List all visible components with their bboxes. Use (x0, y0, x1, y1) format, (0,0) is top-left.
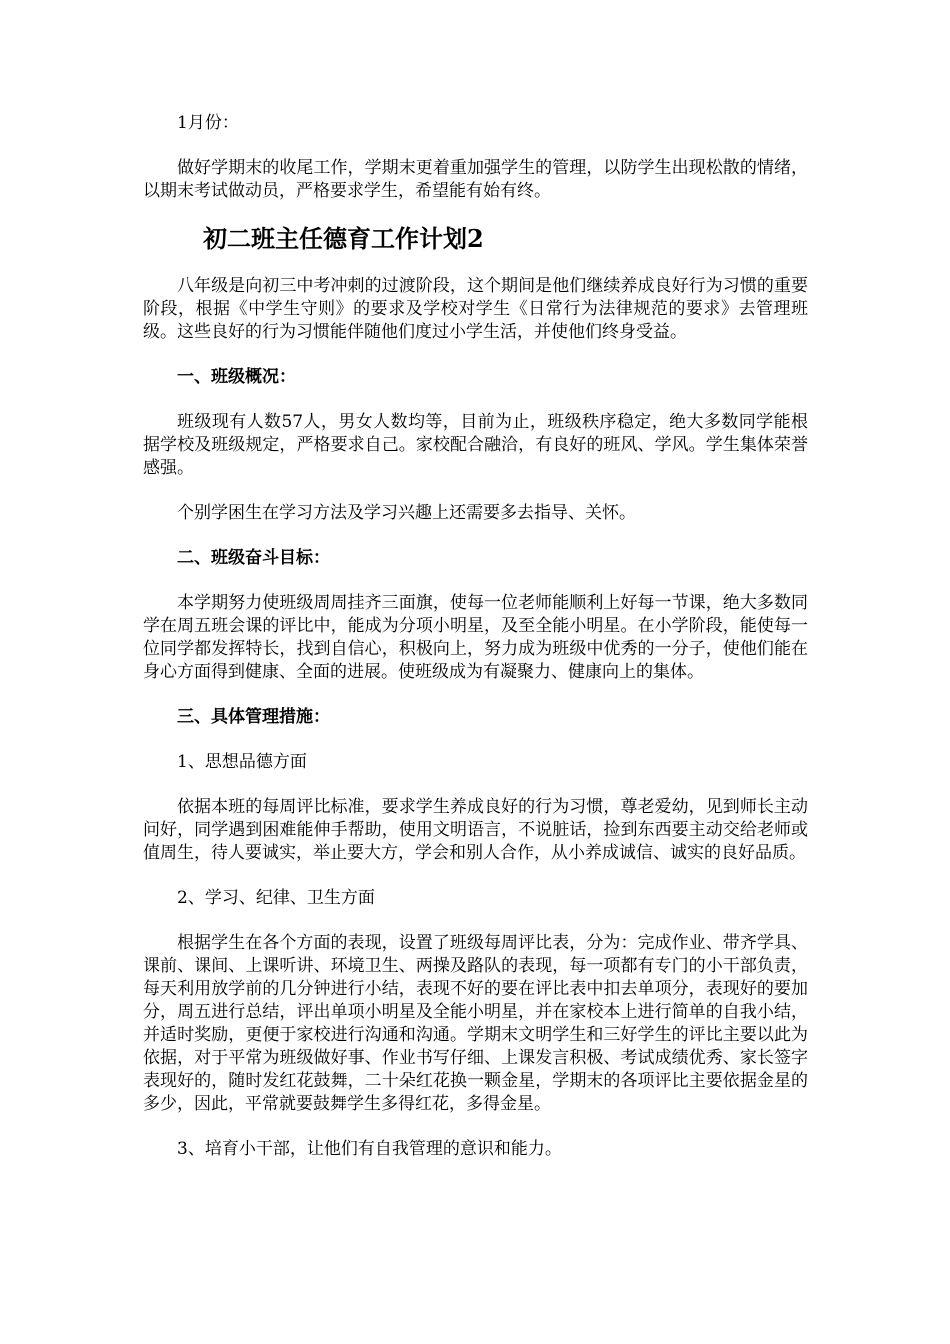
document-body (143, 112, 808, 1161)
subheading-moral: 1、思想品德方面 (177, 752, 307, 772)
section-heading-overview: 一、班级概况： (177, 367, 296, 387)
subheading-cadres: 3、培育小干部，让他们有自我管理的意识和能力。 (177, 1139, 562, 1159)
moral-paragraph: 依据本班的每周评比标准，要求学生养成良好的行为习惯，尊老爱幼，见到师长主动问好，同学遇到困难能伸手帮助，使用文明语言，不说脏话，捡到东西要主动交给老师或值周生，待人要诚实，举止要大方，学会和别人合作，从小养成诚信、诚实的良好品质。 (143, 797, 808, 863)
month-paragraph: 做好学期末的收尾工作，学期末更着重加强学生的管理，以防学生出现松散的情绪，以期末考试做动员，严格要求学生，希望能有始有终。 (143, 158, 808, 201)
goals-paragraph: 本学期努力使班级周周挂齐三面旗，使每一位老师能顺利上好每一节课，绝大多数同学在周五班会课的评比中，能成为分项小明星，及至全能小明星。在小学阶段，能使每一位同学都发挥特长，找到自信心，积极向上，努力成为班级中优秀的一分子，使他们能在身心方面得到健康、全面的进展。使班级成为有凝聚力、健康向上的集体。 (143, 593, 808, 682)
study-paragraph: 根据学生在各个方面的表现，设置了班级每周评比表，分为：完成作业、带齐学具、课前、课间、上课听讲、环境卫生、两操及路队的表现，每一项都有专门的小干部负责，每天利用放学前的几分钟进行小结，表现不好的要在评比表中扣去单项分，表现好的要加分，周五进行总结，评出单项小明星及全能小明星，并在家校本上进行简单的自我小结，并适时奖励，更便于家校进行沟通和沟通。学期末文明学生和三好学生的评比主要以此为依据，对于平常为班级做好事、作业书写仔细、上课发言积极、考试成绩优秀、家长签字表现好的，随时发红花鼓舞，二十朵红花换一颗金星，学期末的各项评比主要依据金星的多少，因此，平常就要鼓舞学生多得红花，多得金星。 (143, 933, 808, 1114)
document-title: 初二班主任德育工作计划2 (203, 224, 484, 253)
overview-paragraph-1: 班级现有人数57人，男女人数均等，目前为止，班级秩序稳定，绝大多数同学能根据学校及班级规定，严格要求自己。家校配合融洽，有良好的班风、学风。学生集体荣誉感强。 (143, 412, 808, 478)
overview-paragraph-2: 个别学困生在学习方法及学习兴趣上还需要多去指导、关怀。 (177, 503, 636, 523)
subheading-study: 2、学习、纪律、卫生方面 (177, 888, 375, 908)
month-label: 1月份： (177, 113, 239, 133)
intro-paragraph: 八年级是向初三中考冲刺的过渡阶段，这个期间是他们继续养成良好行为习惯的重要阶段，根据《中学生守则》的要求及学校对学生《日常行为法律规范的要求》去管理班级。这些良好的行为习惯能伴随他们度过小学生活，并使他们终身受益。 (143, 276, 808, 342)
section-heading-measures: 三、具体管理措施： (177, 707, 330, 727)
section-heading-goals: 二、班级奋斗目标： (177, 548, 330, 568)
